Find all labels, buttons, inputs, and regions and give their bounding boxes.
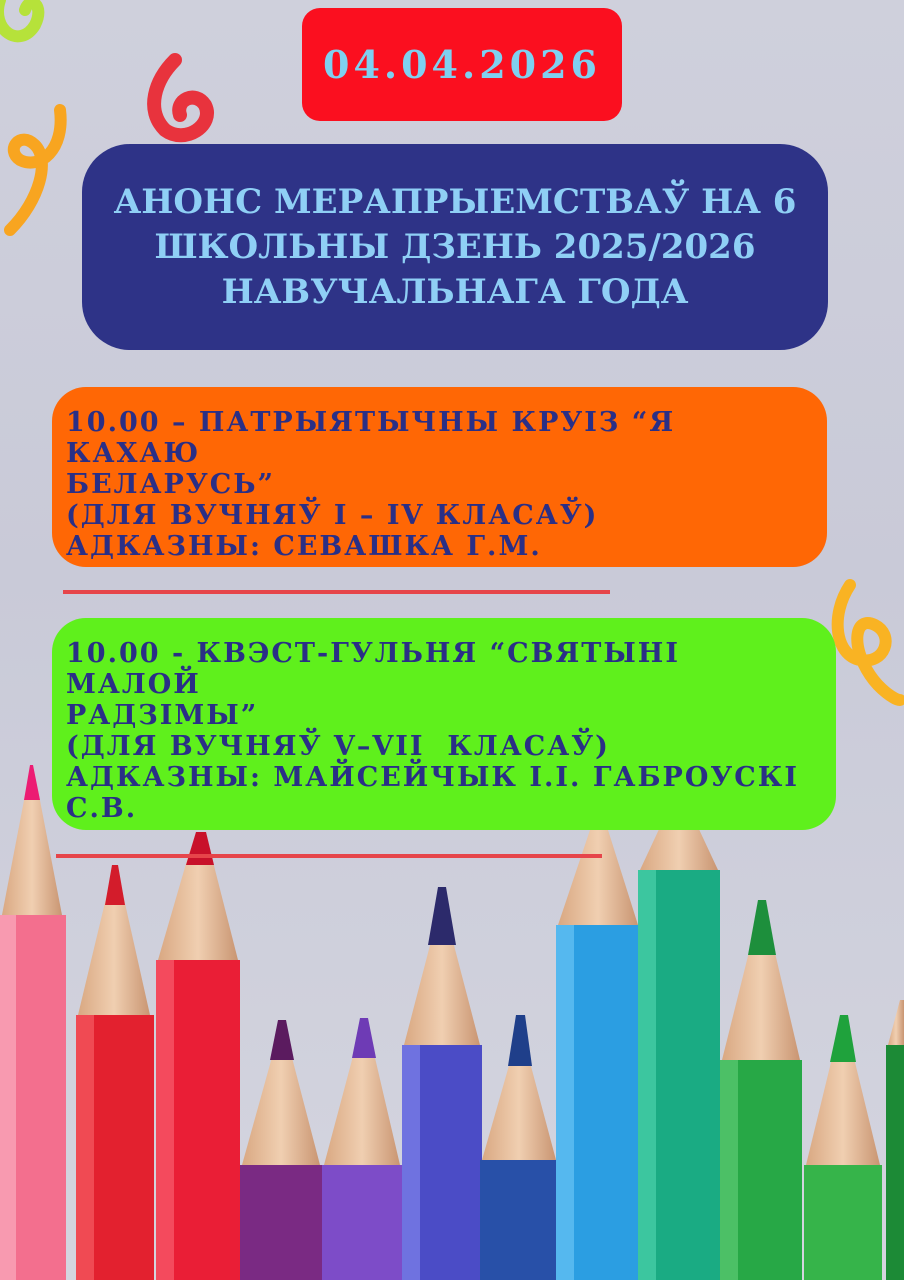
pencil-lime-green <box>804 1015 882 1280</box>
pencil-navy <box>480 1015 558 1280</box>
event-1-line: БЕЛАРУСЬ” <box>66 469 276 500</box>
event-2-line: РАДЗІМЫ” <box>66 700 259 731</box>
title-line: АНОНС МЕРАПРЫЕМСТВАЎ НА 6 <box>113 181 797 222</box>
event-2-line: С.В. <box>66 793 138 824</box>
event-2-line: 10.00 - КВЭСТ-ГУЛЬНЯ “СВЯТЫНІ МАЛОЙ <box>66 638 692 700</box>
pencil-indigo <box>402 887 482 1280</box>
confetti-curl-green <box>0 0 60 60</box>
confetti-curl-red <box>135 50 235 150</box>
pencil-red <box>76 865 154 1280</box>
title-line: НАВУЧАЛЬНАГА ГОДА <box>221 271 689 312</box>
pencil-plum <box>240 1020 322 1280</box>
divider-line <box>63 590 610 594</box>
date-badge <box>302 8 622 121</box>
title-line: ШКОЛЬНЫ ДЗЕНЬ 2025/2026 <box>154 226 756 267</box>
event-1-line: АДКАЗНЫ: СЕВАШКА Г.М. <box>66 531 542 562</box>
divider-line <box>56 854 602 858</box>
event-card-1 <box>52 387 827 567</box>
event-1-line: (ДЛЯ ВУЧНЯЎ I – IV КЛАСАЎ) <box>66 500 599 531</box>
pencil-pink <box>0 765 66 1280</box>
pencil-violet <box>322 1018 402 1280</box>
pencil-green <box>720 900 802 1280</box>
pencil-crimson <box>156 832 240 1280</box>
event-card-2 <box>52 618 836 830</box>
pencil-sky-blue <box>556 830 640 1280</box>
confetti-curl-orange <box>0 100 80 240</box>
event-1-line: 10.00 – ПАТРЫЯТЫЧНЫ КРУІЗ “Я КАХАЮ <box>66 407 687 469</box>
announcement-title-box <box>82 144 828 350</box>
announcement-title <box>114 180 797 315</box>
event-2-line: АДКАЗНЫ: МАЙСЕЙЧЫК І.І. ГАБРОУСКІ <box>66 762 799 793</box>
date-text: 04.04.2026 <box>323 42 601 87</box>
pencil-teal <box>638 810 720 1280</box>
event-2-line: (ДЛЯ ВУЧНЯЎ V–VII КЛАСАЎ) <box>66 731 610 762</box>
pencil-dark-green <box>886 1000 904 1280</box>
